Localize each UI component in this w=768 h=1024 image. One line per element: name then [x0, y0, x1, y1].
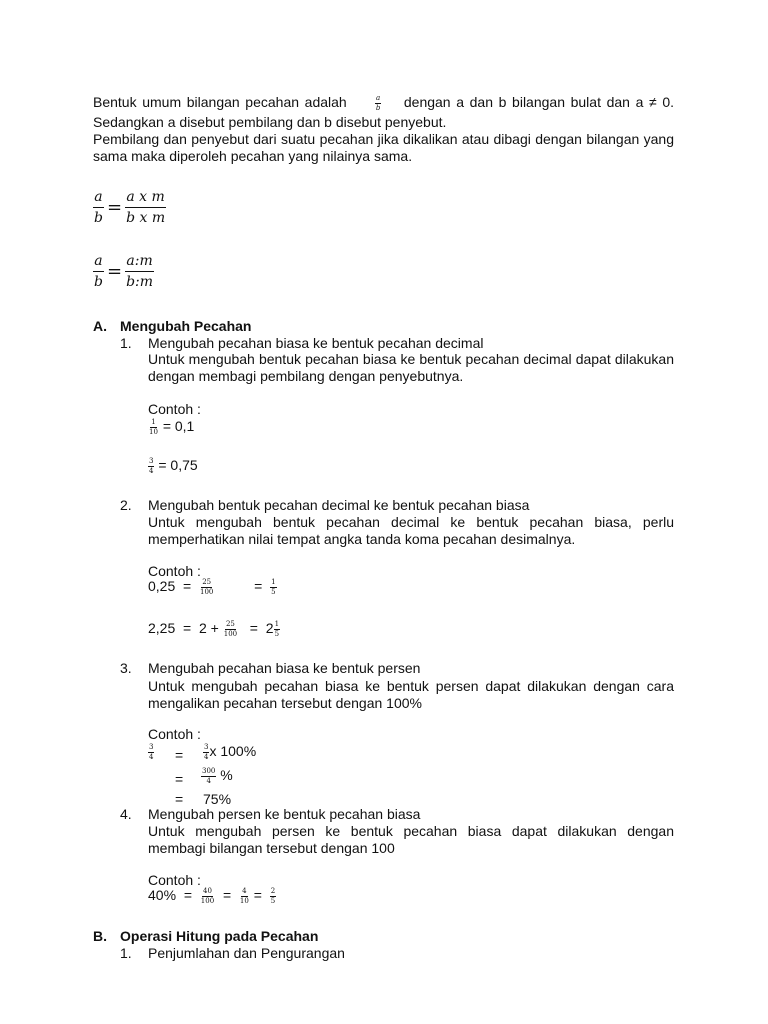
- equals-sign: =: [253, 887, 262, 903]
- equals-sign: =: [249, 620, 258, 636]
- example-lhs: 0,25: [148, 578, 176, 594]
- formula-divide-rhs: $\frac{a:m}{b:m}$: [126, 253, 154, 290]
- equals-sign: =: [254, 578, 263, 594]
- equals-sign: =: [183, 887, 192, 903]
- section-b-letter: B.: [93, 928, 107, 944]
- item-3-contoh-label: Contoh :: [148, 726, 201, 742]
- item-1-number: 1.: [120, 335, 132, 351]
- item-3-row-3-value: 75%: [203, 791, 232, 807]
- example-lhs: 2,25: [148, 620, 176, 636]
- section-b-title: Operasi Hitung pada Pecahan: [120, 928, 319, 944]
- section-a-title: Mengubah Pecahan: [120, 318, 252, 334]
- item-1-example-2: [148, 457, 198, 475]
- whole-part: 2 +: [199, 620, 219, 636]
- fraction-25-over-100: $\frac{25}{100}$: [223, 619, 238, 638]
- percent-sign: %: [220, 767, 233, 783]
- fraction-3-over-4: $\frac{3}{4}$: [204, 742, 209, 761]
- equals-sign: =: [183, 578, 192, 594]
- intro-line-1: [93, 94, 674, 112]
- item-3-row-1-rhs: [203, 743, 256, 761]
- example-result: = 0,75: [158, 457, 198, 473]
- item-3-row-2-equals: =: [175, 771, 184, 787]
- fraction-40-over-100: $\frac{40}{100}$: [200, 886, 215, 905]
- item-3-row-3-equals: =: [175, 791, 184, 807]
- item-4-example: [148, 887, 276, 905]
- item-3-title: Mengubah pecahan biasa ke bentuk persen: [148, 660, 421, 676]
- item-3-number: 3.: [120, 660, 132, 676]
- item-1-title: Mengubah pecahan biasa ke bentuk pecahan decimal: [148, 335, 484, 351]
- formula-multiply-equals: =: [106, 197, 123, 218]
- item-4-title: Mengubah persen ke bentuk pecahan biasa: [148, 806, 421, 822]
- section-b-item-1-title: Penjumlahan dan Pengurangan: [148, 945, 345, 961]
- item-2-example-2: [148, 620, 280, 638]
- equals-sign: =: [222, 887, 232, 903]
- times-100-percent: x 100%: [209, 743, 257, 759]
- fraction-2-over-5: $\frac{2}{5}$: [270, 886, 276, 905]
- item-3-description: Untuk mengubah pecahan biasa ke bentuk persen dapat dilakukan dengan cara mengalikan pecahan tersebut dengan 100%: [148, 678, 674, 711]
- item-3-row-2-rhs: [201, 767, 233, 785]
- section-b-item-1-number: 1.: [120, 945, 132, 961]
- fraction-4-over-10: $\frac{4}{10}$: [239, 886, 249, 905]
- item-4-number: 4.: [120, 806, 132, 822]
- fraction-300-over-4: $\frac{300}{4}$: [202, 766, 216, 785]
- intro-paragraph-2: Pembilang dan penyebut dari suatu pecahan jika dikalikan atau dibagi dengan bilangan yang sama maka diperoleh pecahan yang nilainya sama.: [93, 131, 674, 164]
- fraction-3-over-4: $\frac{3}{4}$: [149, 456, 154, 475]
- fraction-1-over-5: $\frac{1}{5}$: [274, 619, 280, 638]
- intro-line-2: Sedangkan a disebut pembilang dan b disebut penyebut.: [93, 114, 447, 130]
- intro-text-prefix: Bentuk umum bilangan pecahan adalah: [93, 94, 347, 110]
- fraction-25-over-100: $\frac{25}{100}$: [200, 577, 214, 596]
- item-3-row-1: [148, 743, 154, 761]
- section-a-letter: A.: [93, 318, 107, 334]
- intro-text-suffix: dengan a dan b bilangan bulat dan a ≠ 0.: [403, 94, 674, 110]
- formula-multiply: [93, 190, 166, 225]
- item-1-contoh-label: Contoh :: [148, 401, 201, 417]
- fraction-3-over-4: $\frac{3}{4}$: [149, 742, 154, 761]
- mixed-whole: 2: [265, 620, 274, 636]
- formula-divide: [93, 254, 154, 289]
- item-2-title: Mengubah bentuk pecahan decimal ke bentuk pecahan biasa: [148, 497, 530, 513]
- fraction-1-over-10: $\frac{1}{10}$: [149, 417, 158, 436]
- equals-sign: =: [183, 620, 192, 636]
- formula-multiply-lhs: $\frac{a}{b}$: [94, 189, 103, 226]
- item-2-contoh-label: Contoh :: [148, 563, 201, 579]
- example-result: = 0,1: [162, 418, 195, 434]
- example-lhs: 40%: [148, 887, 177, 903]
- fraction-1-over-5: $\frac{1}{5}$: [271, 577, 276, 596]
- item-2-description: Untuk mengubah bentuk pecahan decimal ke bentuk pecahan biasa, perlu memperhatikan nilai tempat angka tanda koma pecahan desimalnya.: [148, 514, 674, 547]
- item-4-description: Untuk mengubah persen ke bentuk pecahan biasa dapat dilakukan dengan membagi bilangan tersebut dengan 100: [148, 823, 674, 856]
- formula-divide-lhs: $\frac{a}{b}$: [94, 253, 103, 290]
- item-1-example-1: [148, 418, 194, 436]
- item-1-description: Untuk mengubah bentuk pecahan biasa ke bentuk pecahan decimal dapat dilakukan dengan membagi pembilang dengan penyebutnya.: [148, 351, 674, 384]
- item-4-contoh-label: Contoh :: [148, 872, 201, 888]
- item-3-row-1-equals: =: [175, 747, 184, 763]
- item-2-number: 2.: [120, 497, 132, 513]
- item-2-example-1: [148, 578, 277, 596]
- general-fraction-a-over-b: $\frac{a}{b}$: [375, 93, 381, 112]
- formula-divide-equals: =: [106, 261, 123, 282]
- formula-multiply-rhs: $\frac{\text{a x m}}{\text{b x m}}$: [126, 189, 166, 226]
